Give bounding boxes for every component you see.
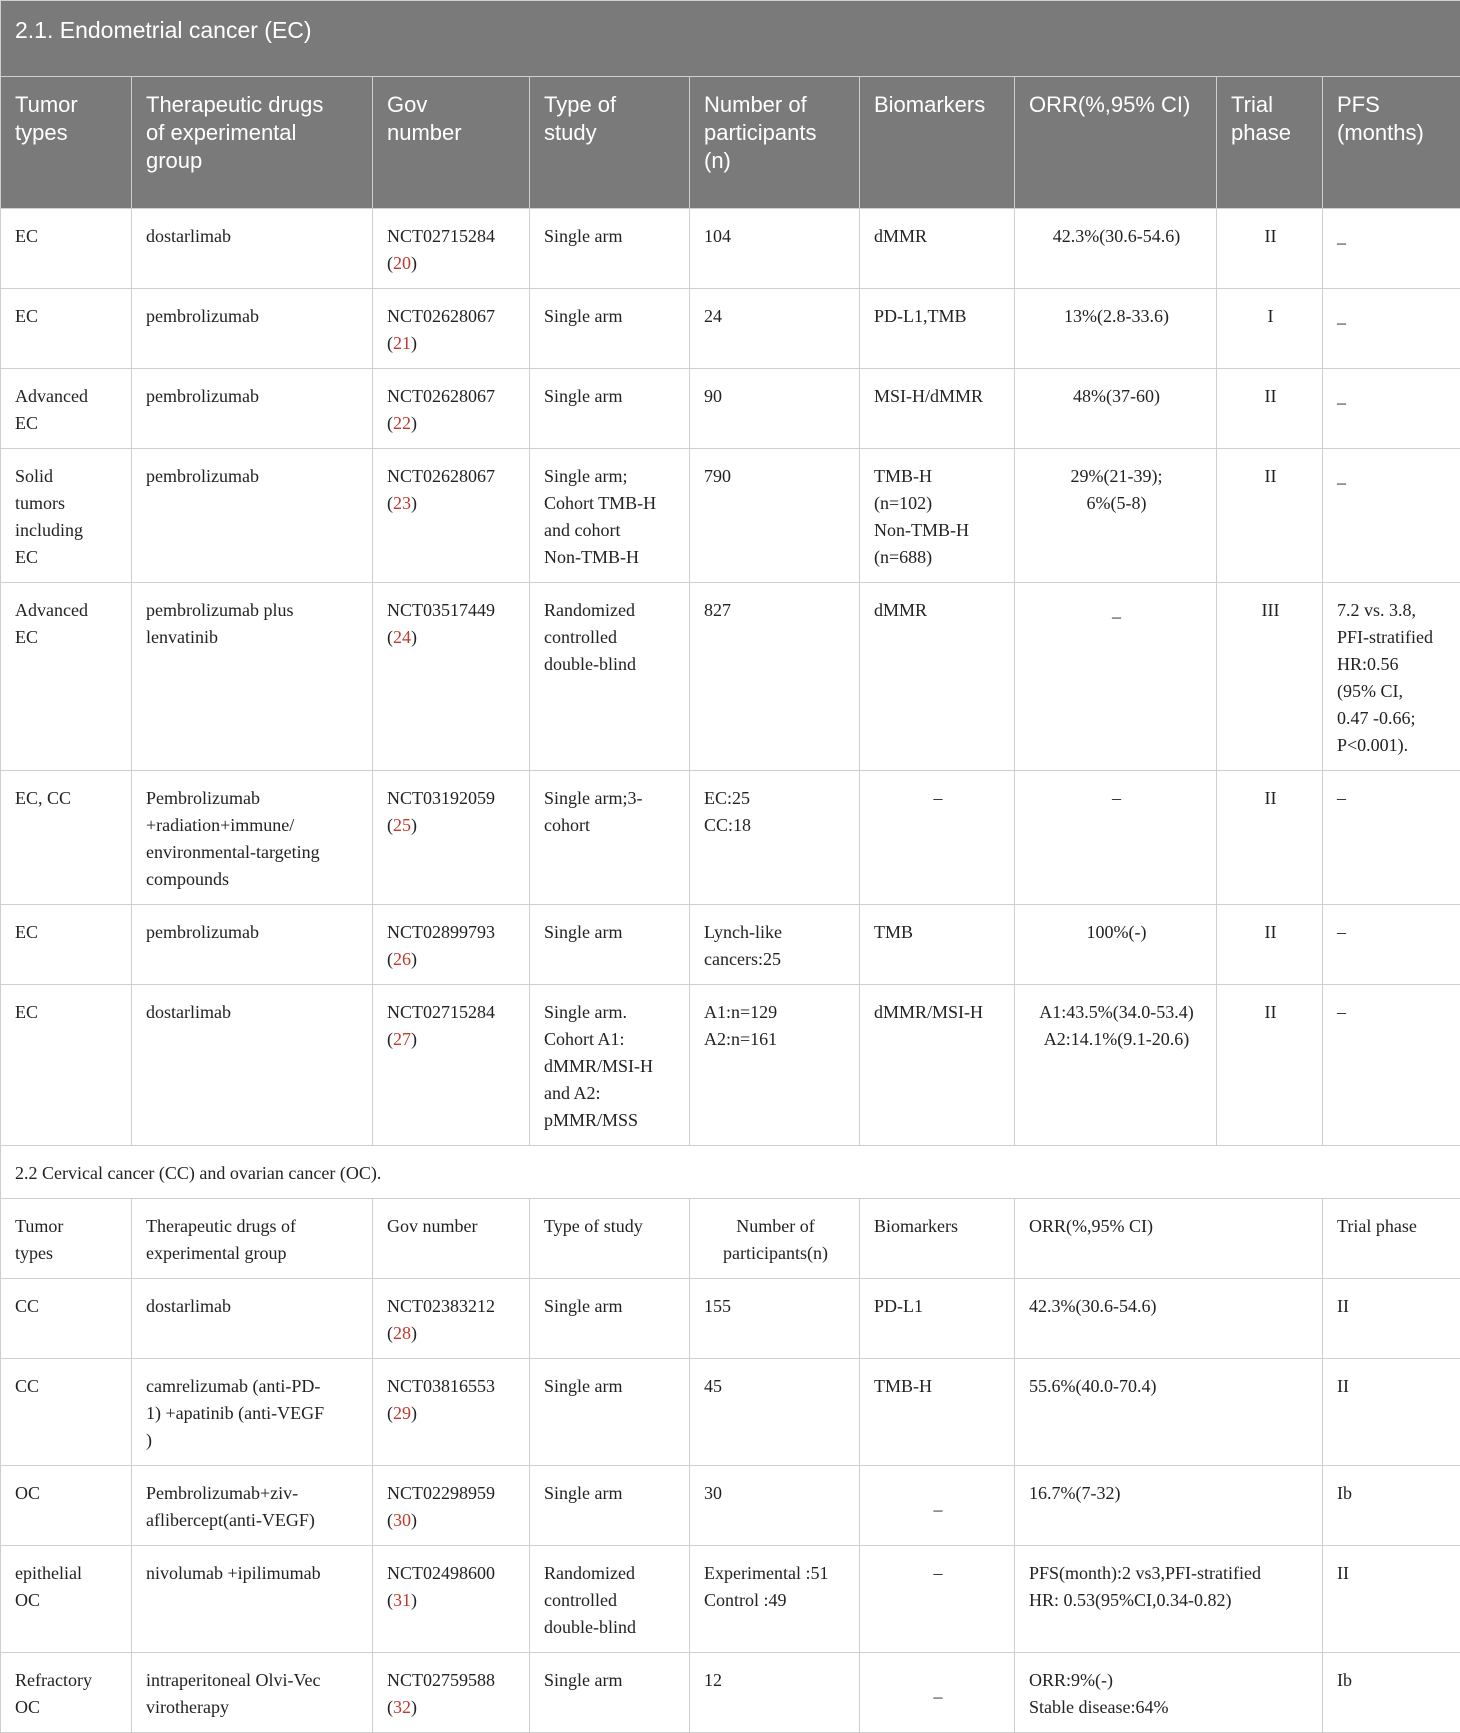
table-row — [1, 369, 1460, 449]
cell-biomarker: _ — [860, 1653, 1015, 1733]
cell-study: Single arm. Cohort A1: dMMR/MSI-H and A2: pMMR/MSS — [530, 985, 690, 1146]
cell-biomarker: TMB-H (n=102) Non-TMB-H (n=688) — [860, 449, 1015, 583]
cell-orr: ORR:9%(-) Stable disease:64% — [1015, 1653, 1323, 1733]
cell-gov: NCT02628067 (22) — [373, 369, 530, 449]
cell-phase: Ib — [1323, 1466, 1460, 1546]
reference-link[interactable]: 30 — [393, 1510, 411, 1530]
cell-phase: Ib — [1323, 1653, 1460, 1733]
cell-phase: I — [1217, 289, 1323, 369]
header-orr: ORR(%,95% CI) — [1015, 1199, 1323, 1279]
cell-phase: II — [1217, 449, 1323, 583]
cell-gov: NCT02715284 (20) — [373, 209, 530, 289]
header-trial-phase: Trial phase — [1323, 1199, 1460, 1279]
gov-number: NCT02628067 — [387, 306, 495, 326]
cell-drug: pembrolizumab — [132, 449, 373, 583]
cell-participants: EC:25 CC:18 — [690, 771, 860, 905]
table-row — [1, 771, 1460, 905]
cell-phase: III — [1217, 583, 1323, 771]
cell-study: Randomized controlled double-blind — [530, 1546, 690, 1653]
cell-orr: 100%(-) — [1015, 905, 1217, 985]
cell-gov: NCT02628067 (23) — [373, 449, 530, 583]
cell-tumor: CC — [1, 1359, 132, 1466]
reference-link[interactable]: 20 — [393, 253, 411, 273]
header-therapeutic-drugs: Therapeutic drugs of experimental group — [132, 77, 373, 209]
cell-orr: 42.3%(30.6-54.6) — [1015, 209, 1217, 289]
cell-pfs: _ — [1323, 209, 1460, 289]
reference-link[interactable]: 31 — [393, 1590, 411, 1610]
cell-study: Single arm;3- cohort — [530, 771, 690, 905]
cell-biomarker: _ — [860, 1466, 1015, 1546]
cell-study: Single arm — [530, 369, 690, 449]
cell-biomarker: dMMR — [860, 583, 1015, 771]
cell-tumor: EC — [1, 209, 132, 289]
cell-tumor: OC — [1, 1466, 132, 1546]
cell-drug: Pembrolizumab+ziv- aflibercept(anti-VEGF) — [132, 1466, 373, 1546]
table-row — [1, 1359, 1460, 1466]
table-row — [1, 583, 1460, 771]
cell-orr: 55.6%(40.0-70.4) — [1015, 1359, 1323, 1466]
cell-biomarker: dMMR/MSI-H — [860, 985, 1015, 1146]
reference-link[interactable]: 28 — [393, 1323, 411, 1343]
header-therapeutic-drugs: Therapeutic drugs of experimental group — [132, 1199, 373, 1279]
cell-drug: Pembrolizumab +radiation+immune/ environmental-targeting compounds — [132, 771, 373, 905]
cell-gov: NCT03192059 (25) — [373, 771, 530, 905]
gov-number: NCT02715284 — [387, 226, 495, 246]
cell-tumor: Refractory OC — [1, 1653, 132, 1733]
reference-link[interactable]: 23 — [393, 493, 411, 513]
cell-tumor: Advanced EC — [1, 583, 132, 771]
cell-phase: II — [1217, 369, 1323, 449]
cell-biomarker: TMB — [860, 905, 1015, 985]
cell-participants: Experimental :51 Control :49 — [690, 1546, 860, 1653]
cell-biomarker: TMB-H — [860, 1359, 1015, 1466]
cell-phase: II — [1323, 1546, 1460, 1653]
cell-tumor: EC — [1, 289, 132, 369]
cell-orr: 42.3%(30.6-54.6) — [1015, 1279, 1323, 1359]
cell-biomarker: – — [860, 771, 1015, 905]
cell-participants: 827 — [690, 583, 860, 771]
header-type-of-study: Type of study — [530, 1199, 690, 1279]
reference-link[interactable]: 24 — [393, 627, 411, 647]
cell-participants: Lynch-like cancers:25 — [690, 905, 860, 985]
cell-pfs: – — [1323, 905, 1460, 985]
cell-biomarker: MSI-H/dMMR — [860, 369, 1015, 449]
cell-phase: II — [1217, 209, 1323, 289]
cell-pfs: _ — [1323, 289, 1460, 369]
header-orr: ORR(%,95% CI) — [1015, 77, 1217, 209]
cell-tumor: EC — [1, 905, 132, 985]
cell-study: Single arm — [530, 1653, 690, 1733]
cell-phase: II — [1323, 1279, 1460, 1359]
cell-pfs: – — [1323, 985, 1460, 1146]
cell-biomarker: PD-L1 — [860, 1279, 1015, 1359]
cell-orr: A1:43.5%(34.0-53.4) A2:14.1%(9.1-20.6) — [1015, 985, 1217, 1146]
cell-gov: NCT02899793 (26) — [373, 905, 530, 985]
header-trial-phase: Trial phase — [1217, 77, 1323, 209]
gov-number: NCT02628067 — [387, 386, 495, 406]
cell-orr: _ — [1015, 583, 1217, 771]
gov-number: NCT02899793 — [387, 922, 495, 942]
cell-drug: pembrolizumab — [132, 289, 373, 369]
cell-gov: NCT03816553 (29) — [373, 1359, 530, 1466]
table-row — [1, 1653, 1460, 1733]
cell-drug: dostarlimab — [132, 1279, 373, 1359]
cell-study: Single arm — [530, 905, 690, 985]
cell-drug: dostarlimab — [132, 985, 373, 1146]
section2-title-row — [1, 1146, 1460, 1199]
cell-drug: pembrolizumab plus lenvatinib — [132, 583, 373, 771]
cell-study: Single arm — [530, 1279, 690, 1359]
cell-phase: II — [1217, 985, 1323, 1146]
table-row — [1, 449, 1460, 583]
cell-participants: A1:n=129 A2:n=161 — [690, 985, 860, 1146]
gov-number: NCT02383212 — [387, 1296, 495, 1316]
cell-gov: NCT02298959 (30) — [373, 1466, 530, 1546]
cell-drug: nivolumab +ipilimumab — [132, 1546, 373, 1653]
gov-number: NCT02498600 — [387, 1563, 495, 1583]
cell-participants: 90 — [690, 369, 860, 449]
reference-link[interactable]: 32 — [393, 1697, 411, 1717]
table-row — [1, 209, 1460, 289]
header-pfs: PFS (months) — [1323, 77, 1460, 209]
section2-title: 2.2 Cervical cancer (CC) and ovarian cancer (OC). — [1, 1146, 1460, 1199]
cell-phase: II — [1217, 771, 1323, 905]
header-number-of-participants: Number of participants (n) — [690, 77, 860, 209]
table-row — [1, 1466, 1460, 1546]
header-gov-number: Gov number — [373, 1199, 530, 1279]
header-number-of-participants: Number of participants(n) — [690, 1199, 860, 1279]
cell-biomarker: dMMR — [860, 209, 1015, 289]
reference-link[interactable]: 29 — [393, 1403, 411, 1423]
cell-orr: – — [1015, 771, 1217, 905]
header-type-of-study: Type of study — [530, 77, 690, 209]
gov-number: NCT03517449 — [387, 600, 495, 620]
cell-participants: 12 — [690, 1653, 860, 1733]
gov-number: NCT02759588 — [387, 1670, 495, 1690]
reference-link[interactable]: 22 — [393, 413, 411, 433]
section2-header-row — [1, 1199, 1460, 1279]
header-tumor-types: Tumor types — [1, 1199, 132, 1279]
cell-participants: 104 — [690, 209, 860, 289]
cell-tumor: Advanced EC — [1, 369, 132, 449]
gov-number: NCT02298959 — [387, 1483, 495, 1503]
cell-gov: NCT02498600 (31) — [373, 1546, 530, 1653]
header-biomarkers: Biomarkers — [860, 77, 1015, 209]
table-row — [1, 289, 1460, 369]
cell-study: Single arm — [530, 289, 690, 369]
reference-link[interactable]: 25 — [393, 815, 411, 835]
header-gov-number: Gov number — [373, 77, 530, 209]
header-biomarkers: Biomarkers — [860, 1199, 1015, 1279]
gov-number: NCT03192059 — [387, 788, 495, 808]
cell-participants: 45 — [690, 1359, 860, 1466]
cell-participants: 155 — [690, 1279, 860, 1359]
cell-tumor: CC — [1, 1279, 132, 1359]
reference-link[interactable]: 26 — [393, 949, 411, 969]
cell-gov: NCT02383212 (28) — [373, 1279, 530, 1359]
cell-study: Randomized controlled double-blind — [530, 583, 690, 771]
gov-number: NCT02715284 — [387, 1002, 495, 1022]
cell-study: Single arm — [530, 1466, 690, 1546]
cell-gov: NCT03517449 (24) — [373, 583, 530, 771]
cell-drug: intraperitoneal Olvi-Vec virotherapy — [132, 1653, 373, 1733]
table-row — [1, 1546, 1460, 1653]
cell-tumor: Solid tumors including EC — [1, 449, 132, 583]
cell-tumor: EC, CC — [1, 771, 132, 905]
cell-study: Single arm; Cohort TMB-H and cohort Non-TMB-H — [530, 449, 690, 583]
cell-participants: 790 — [690, 449, 860, 583]
cell-pfs: _ — [1323, 449, 1460, 583]
cell-biomarker: – — [860, 1546, 1015, 1653]
table-row — [1, 1279, 1460, 1359]
cell-phase: II — [1323, 1359, 1460, 1466]
cell-participants: 24 — [690, 289, 860, 369]
cell-drug: dostarlimab — [132, 209, 373, 289]
reference-link[interactable]: 27 — [393, 1029, 411, 1049]
gov-number: NCT02628067 — [387, 466, 495, 486]
cell-gov: NCT02759588 (32) — [373, 1653, 530, 1733]
cell-orr: 48%(37-60) — [1015, 369, 1217, 449]
cell-orr: 29%(21-39); 6%(5-8) — [1015, 449, 1217, 583]
cell-study: Single arm — [530, 209, 690, 289]
cell-pfs: 7.2 vs. 3.8, PFI-stratified HR:0.56 (95% CI, 0.47 -0.66; P<0.001). — [1323, 583, 1460, 771]
reference-link[interactable]: 21 — [393, 333, 411, 353]
cell-drug: pembrolizumab — [132, 369, 373, 449]
section1-header-row — [1, 77, 1460, 209]
section1-title-row — [1, 1, 1460, 77]
cell-participants: 30 — [690, 1466, 860, 1546]
cell-phase: II — [1217, 905, 1323, 985]
cell-orr: 16.7%(7-32) — [1015, 1466, 1323, 1546]
gov-number: NCT03816553 — [387, 1376, 495, 1396]
header-tumor-types: Tumor types — [1, 77, 132, 209]
cell-orr: PFS(month):2 vs3,PFI-stratified HR: 0.53(95%CI,0.34-0.82) — [1015, 1546, 1323, 1653]
section1-title: 2.1. Endometrial cancer (EC) — [1, 1, 1460, 77]
cell-gov: NCT02628067 (21) — [373, 289, 530, 369]
cell-study: Single arm — [530, 1359, 690, 1466]
table-row — [1, 905, 1460, 985]
table-row — [1, 985, 1460, 1146]
cell-tumor: epithelial OC — [1, 1546, 132, 1653]
cell-pfs: _ — [1323, 369, 1460, 449]
cell-gov: NCT02715284 (27) — [373, 985, 530, 1146]
cell-pfs: – — [1323, 771, 1460, 905]
cell-orr: 13%(2.8-33.6) — [1015, 289, 1217, 369]
cell-biomarker: PD-L1,TMB — [860, 289, 1015, 369]
cell-drug: camrelizumab (anti-PD- 1) +apatinib (anti-VEGF ) — [132, 1359, 373, 1466]
cell-tumor: EC — [1, 985, 132, 1146]
cell-drug: pembrolizumab — [132, 905, 373, 985]
